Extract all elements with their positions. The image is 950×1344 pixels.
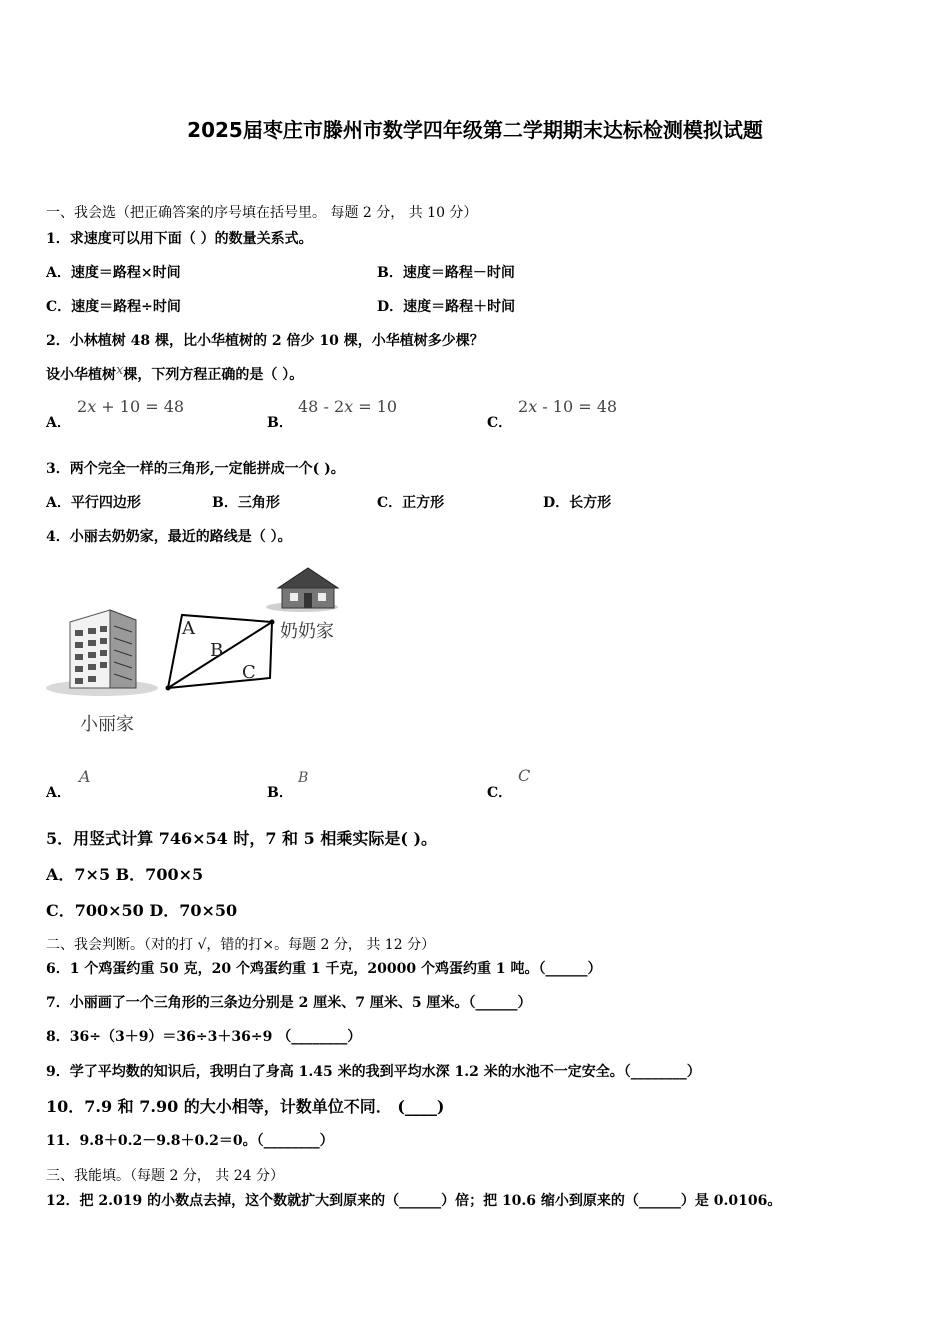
q3-option-b: B．三角形: [212, 495, 280, 511]
q4-option-b-label: B．: [267, 785, 293, 801]
question-3: 3．两个完全一样的三角形,一定能拼成一个( )。: [46, 461, 345, 477]
q2-equation-c: 2x - 10 = 48: [518, 397, 618, 416]
q1-option-c: C．速度＝路程÷时间: [46, 299, 181, 315]
question-8: 8．36÷（3＋9）＝36÷3＋36÷9 （________）: [46, 1029, 362, 1045]
route-label-a: A: [182, 618, 195, 639]
q2-line2-pre: 设小华植树: [46, 367, 116, 383]
q1-option-d: D．速度＝路程＋时间: [377, 299, 516, 315]
question-11: 11．9.8＋0.2－9.8＋0.2＝0。（________）: [46, 1133, 334, 1149]
q4-option-c-value: C: [518, 766, 531, 785]
question-1: 1．求速度可以用下面（ ）的数量关系式。: [46, 231, 313, 247]
q2-variable: x: [116, 363, 124, 378]
q5-options-row-2: C．700×50 D．70×50: [46, 901, 238, 920]
q2-equation-a: 2x + 10 = 48: [77, 397, 185, 416]
route-figure: [40, 560, 360, 750]
question-6: 6．1 个鸡蛋约重 50 克，20 个鸡蛋约重 1 千克，20000 个鸡蛋约重 1 吨。（______）: [46, 961, 602, 977]
question-2-line-2: [46, 364, 303, 384]
grandma-home-label: 奶奶家: [280, 621, 334, 642]
q2-option-c-label: C．: [487, 415, 513, 431]
page-title: 2025届枣庄市滕州市数学四年级第二学期期末达标检测模拟试题: [187, 118, 763, 142]
section-1-header: 一、我会选（把正确答案的序号填在括号里。 每题 2 分， 共 10 分）: [46, 205, 478, 221]
q3-option-c: C．正方形: [377, 495, 445, 511]
question-7: 7．小丽画了一个三角形的三条边分别是 2 厘米、7 厘米、5 厘米。（______）: [46, 995, 532, 1011]
q2-line2-post: 棵，下列方程正确的是（ ）。: [123, 367, 304, 383]
section-3-header: 三、我能填。（每题 2 分， 共 24 分）: [46, 1168, 284, 1184]
q1-option-a: A．速度＝路程×时间: [46, 265, 181, 281]
question-2: 2．小林植树 48 棵，比小华植树的 2 倍少 10 棵，小华植树多少棵？: [46, 333, 484, 349]
question-12: 12．把 2.019 的小数点去掉，这个数就扩大到原来的（______）倍；把 10.6 缩小到原来的（______）是 0.0106。: [46, 1193, 782, 1209]
q3-option-a: A．平行四边形: [46, 495, 141, 511]
q4-option-c-label: C．: [487, 785, 513, 801]
q4-option-b-value: B: [298, 770, 309, 786]
question-9: 9．学了平均数的知识后，我明白了身高 1.45 米的我到平均水深 1.2 米的水池不一定安全。（________）: [46, 1064, 701, 1080]
q2-option-a-label: A．: [46, 415, 71, 431]
route-label-c: C: [242, 662, 256, 683]
route-label-b: B: [210, 640, 224, 661]
question-4: 4．小丽去奶奶家，最近的路线是（ ）。: [46, 529, 292, 545]
question-10: 10．7.9 和 7.90 的大小相等，计数单位不同． (____): [46, 1097, 445, 1116]
q4-option-a-value: A: [79, 767, 91, 786]
section-2-header: 二、我会判断。（对的打 √，错的打×。每题 2 分， 共 12 分）: [46, 937, 436, 953]
apartment-building-icon: [46, 610, 158, 696]
q2-equation-b: 48 - 2x = 10: [298, 397, 398, 416]
house-icon: [266, 568, 338, 612]
q4-option-a-label: A．: [46, 785, 71, 801]
q1-option-b: B．速度＝路程－时间: [377, 265, 515, 281]
q5-options-row-1: A．7×5 B．700×5: [46, 865, 204, 884]
xiaoli-home-label: 小丽家: [80, 714, 134, 735]
q3-option-d: D．长方形: [543, 495, 612, 511]
question-5: 5．用竖式计算 746×54 时，7 和 5 相乘实际是( )。: [46, 829, 438, 848]
q2-option-b-label: B．: [267, 415, 293, 431]
